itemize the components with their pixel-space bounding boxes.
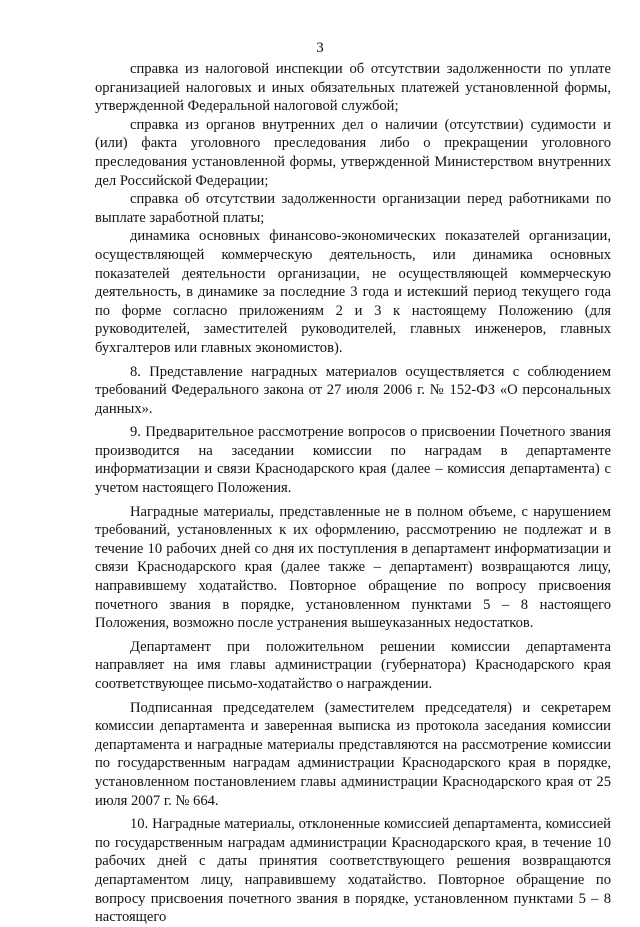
paragraph-financial-dynamics: динамика основных финансово-экономических показателей организации, осуществляющей коммерческую деятельность, или динамика основных показателей деятельности организации, не осуществляющей коммерческую деятельность, в динамике за последние 3 года и истекший период текущего года по форме согласно приложениям 2 и 3 к настоящему Положению (для руководителей, заместителей руководителей, главных инженеров, главных бухгалтеров или главных экономистов).: [95, 228, 611, 356]
paragraph-criminal-record-certificate: справка из органов внутренних дел о наличии (отсутствии) судимости и (или) факта уголовного преследования либо о прекращении уголовного преследования установленной формы, утвержденной Министерством внутренних дел Российской Федерации;: [95, 116, 611, 189]
paragraph-item-8: 8. Представление наградных материалов осуществляется с соблюдением требований Федерального закона от 27 июля 2006 г. № 152-ФЗ «О персональных данных».: [95, 363, 611, 417]
page-number: 3: [316, 40, 324, 56]
document-body: [95, 60, 611, 927]
paragraph-department-petition: Департамент при положительном решении комиссии департамента направляет на имя главы администрации (губернатора) Краснодарского края соответствующее письмо-ходатайство о награждении.: [95, 638, 611, 692]
paragraph-item-10: 10. Наградные материалы, отклоненные комиссией департамента, комиссией по государственным наградам администрации Краснодарского края, в течение 10 рабочих дней с даты принятия соответствующего решения возвращаются департаментом лицу, направившему ходатайство. Повторное обращение по вопросу присвоения почетного звания в порядке, установленном пунктами 5 – 8 настоящего: [95, 816, 611, 926]
paragraph-signed-extract: Подписанная председателем (заместителем председателя) и секретарем комиссии департамента и заверенная выписка из протокола заседания комиссии департамента и наградные материалы представляются на рассмотрение комиссии по государственным наградам администрации Краснодарского края в порядке, установленном постановлением главы администрации Краснодарского края от 25 июля 2007 г. № 664.: [95, 699, 611, 809]
paragraph-incomplete-materials: Наградные материалы, представленные не в полном объеме, с нарушением требований, установленных к их оформлению, рассмотрению не подлежат и в течение 10 рабочих дней со дня их поступления в департамент информатизации и связи Краснодарского края (далее также – департамент) возвращаются лицу, направившему ходатайство. Повторное обращение по вопросу присвоения почетного звания в порядке, установленном пунктами 5 – 8 настоящего Положения, возможно после устранения вышеуказанных недостатков.: [95, 503, 611, 632]
paragraph-item-9: 9. Предварительное рассмотрение вопросов о присвоении Почетного звания производится на заседании комиссии по наградам в департаменте информатизации и связи Краснодарского края (далее – комиссия департамента) с учетом настоящего Положения.: [95, 424, 611, 497]
paragraph-salary-debt-certificate: справка об отсутствии задолженности организации перед работниками по выплате заработной платы;: [95, 191, 611, 226]
paragraph-tax-certificate: справка из налоговой инспекции об отсутствии задолженности по уплате организацией налоговых и иных обязательных платежей установленной формы, утвержденной Федеральной налоговой службой;: [95, 61, 611, 115]
